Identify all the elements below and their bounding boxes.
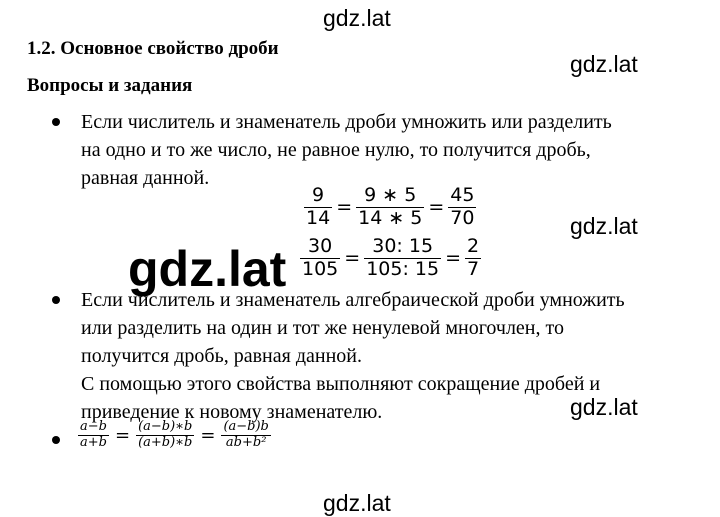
denominator: 105: 15: [366, 257, 440, 280]
numerator: a−b: [80, 419, 107, 434]
section-title: 1.2. Основное свойство дроби: [27, 38, 279, 59]
equals-sign: =: [200, 424, 216, 446]
fraction: [136, 420, 194, 451]
watermark-top: gdz.lat: [323, 5, 391, 31]
numerator: 2: [467, 235, 480, 257]
denominator: 14 ∗ 5: [358, 206, 423, 229]
bullet-3: [52, 436, 60, 444]
fraction: [448, 185, 476, 230]
item-2-text: [81, 286, 625, 426]
subsection-title: Вопросы и задания: [27, 75, 193, 96]
watermark-large: gdz.lat: [128, 241, 287, 297]
formula-3: [78, 420, 271, 451]
item-2-line-5: приведение к новому знаменателю.: [81, 401, 383, 423]
watermark-right-3: gdz.lat: [570, 394, 638, 420]
watermark-right-2: gdz.lat: [570, 213, 638, 239]
equals-sign: =: [336, 196, 353, 219]
bullet-1: [52, 118, 60, 126]
denominator: ab+b²: [225, 434, 267, 450]
formula-2: [300, 236, 481, 281]
denominator: 14: [306, 206, 331, 229]
item-1-line-2: на одно и то же число, не равное нулю, то получится дробь,: [81, 139, 591, 161]
numerator: (a−b)∗b: [138, 419, 193, 434]
bullet-2: [52, 296, 60, 304]
numerator: 9 ∗ 5: [364, 184, 417, 206]
watermark-bottom: gdz.lat: [323, 490, 391, 516]
item-2-line-4: С помощью этого свойства выполняют сокращение дробей и: [81, 373, 601, 395]
denominator: (a+b)∗b: [138, 434, 193, 450]
numerator: 30: [308, 235, 333, 257]
fraction: [221, 420, 270, 451]
watermark-right-1: gdz.lat: [570, 51, 638, 77]
denominator: 105: [302, 257, 339, 280]
fraction: [304, 185, 332, 230]
equals-sign: =: [445, 247, 461, 270]
denominator: 70: [450, 206, 475, 229]
item-1-text: [81, 108, 612, 192]
equals-sign: =: [428, 196, 445, 219]
fraction: [78, 420, 109, 451]
item-2-line-2: или разделить на один и тот же ненулевой многочлен, то: [81, 317, 564, 339]
item-2-line-3: получится дробь, равная данной.: [81, 345, 362, 367]
item-1-line-1: Если числитель и знаменатель дроби умножить или разделить: [81, 111, 612, 133]
fraction: [465, 236, 481, 281]
fraction: [364, 236, 441, 281]
fraction: [300, 236, 340, 281]
numerator: 30: 15: [372, 235, 434, 257]
numerator: 9: [312, 184, 325, 206]
denominator: a+b: [80, 434, 107, 450]
item-1-line-3: равная данной.: [81, 167, 210, 189]
denominator: 7: [467, 257, 480, 280]
fraction: [356, 185, 424, 230]
numerator: 45: [450, 184, 475, 206]
equals-sign: =: [344, 247, 361, 270]
formula-1: [304, 185, 476, 230]
equals-sign: =: [114, 424, 131, 446]
numerator: (a−b)b: [223, 419, 269, 434]
item-2-line-1: Если числитель и знаменатель алгебраической дроби умножить: [81, 289, 625, 311]
